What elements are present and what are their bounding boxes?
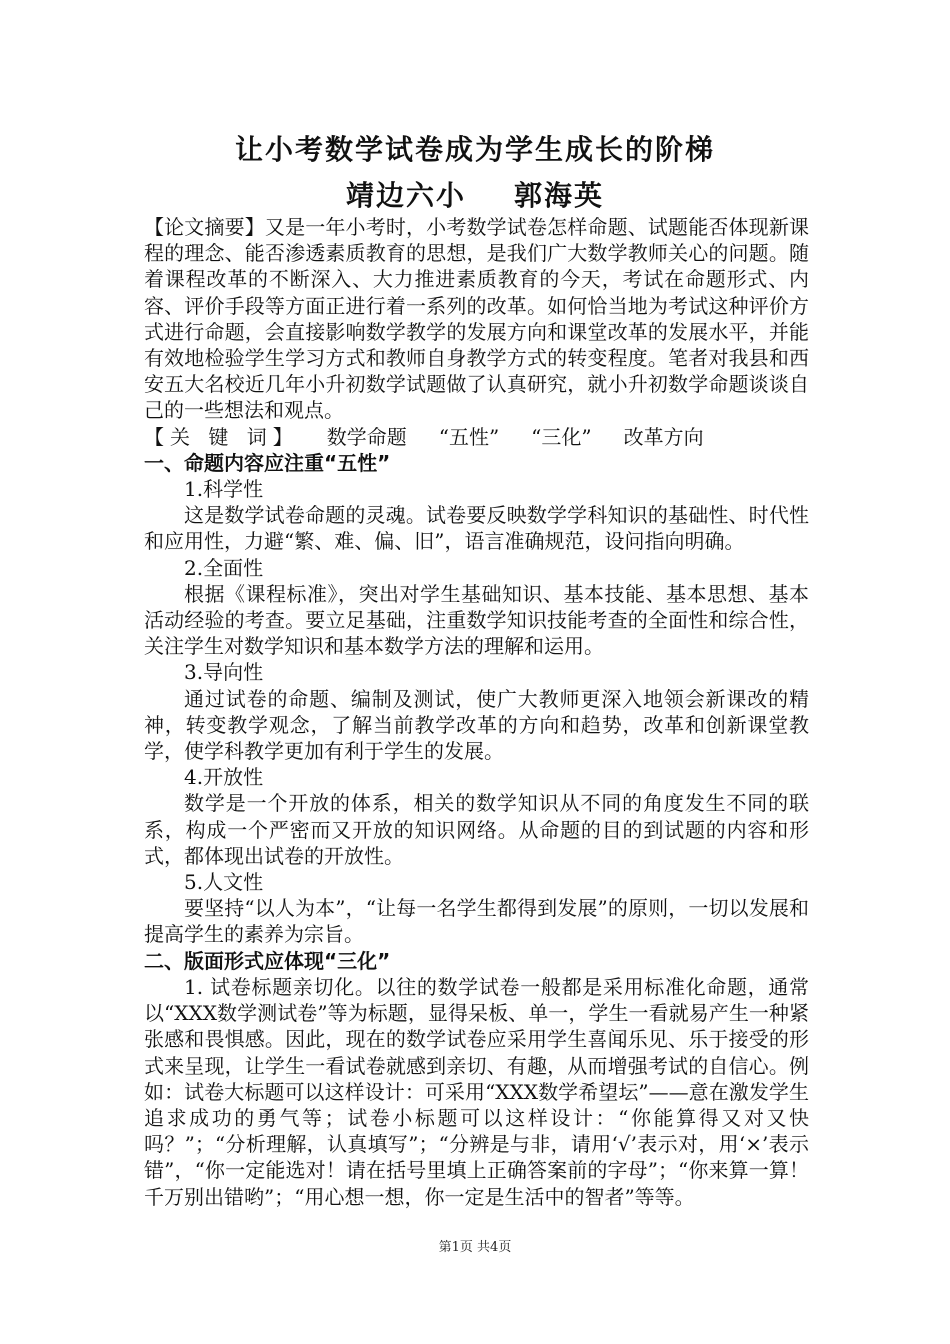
item-label: 5.人文性 <box>184 870 264 895</box>
section2-paragraph: 1. 试卷标题亲切化。以往的数学试卷一般都是采用标准化命题，通常以“XXX数学测试卷”等为标题，显得呆板、单一，学生一看就易产生一种紧张感和畏惧感。因此，现在的数学试卷应采用学生喜闻乐见、乐于接受的形式来呈现，让学生一看试卷就感到亲切、有趣，从而增强考试的自信心。例如：试卷大标题可以这样设计：可采用“XXX数学希望坛”——意在激发学生追求成功的勇气等；试卷小标题可以这样设计：“你能算得又对又快吗？”；“分析理解，认真填写”；“分辨是与非，请用‘√’表示对，用‘×’表示错”，“你一定能选对！请在括号里填上正确答案前的字母”；“你来算一算！千万别出错哟”；“用心想一想，你一定是生活中的智者”等等。 <box>144 974 809 1209</box>
section-heading-2: 二、版面形式应体现“三化” <box>144 948 391 973</box>
item-text: 根据《课程标准》，突出对学生基础知识、基本技能、基本思想、基本活动经验的考查。要立足基础，注重数学知识技能考查的全面性和综合性，关注学生对数学知识和基本数学方法的理解和运用。 <box>144 581 809 659</box>
page-footer: 第1页 共4页 <box>438 1240 512 1255</box>
item-text: 数学是一个开放的体系，相关的数学知识从不同的角度发生不同的联系，构成一个严密而又开放的知识网络。从命题的目的到试题的内容和形式，都体现出试卷的开放性。 <box>144 791 809 868</box>
document-body <box>144 214 809 1210</box>
item-label: 4.开放性 <box>184 765 264 790</box>
abstract-paragraph: 【论文摘要】又是一年小考时，小考数学试卷怎样命题、试题能否体现新课程的理念、能否渗透素质教育的思想，是我们广大数学教师关心的问题。随着课程改革的不断深入、大力推进素质教育的今天，考试在命题形式、内容、评价手段等方面正进行着一系列的改革。如何恰当地为考试这种评价方式进行命题，会直接影响数学教学的发展方向和课堂改革的发展水平，并能有效地检验学生学习方式和教师自身教学方式的转变程度。笔者对我县和西安五大名校近几年小升初数学试题做了认真研究，就小升初数学命题谈谈自己的一些想法和观点。 <box>144 215 809 423</box>
item-text: 这是数学试卷命题的灵魂。试卷要反映数学学科知识的基础性、时代性和应用性，力避“繁、难、偏、旧”，语言准确规范，设问指向明确。 <box>144 503 809 554</box>
keyword: 改革方向 <box>623 424 704 449</box>
document-title: 让小考数学试卷成为学生成长的阶梯 <box>234 133 715 166</box>
item-text: 通过试卷的命题、编制及测试，使广大教师更深入地领会新课改的精神，转变教学观念，了解当前教学改革的方向和趋势，改革和创新课堂教学，使学科教学更加有利于学生的发展。 <box>144 686 809 764</box>
section-heading-1: 一、命题内容应注重“五性” <box>144 450 391 475</box>
author-line <box>0 174 950 214</box>
item-label: 1.科学性 <box>184 477 264 502</box>
keyword: “三化” <box>531 424 592 449</box>
school-name: 靖边六小 <box>345 179 466 212</box>
author-name: 郭海英 <box>514 179 605 212</box>
item-text: 要坚持“以人为本”，“让每一名学生都得到发展”的原则，一切以发展和提高学生的素养为宗旨。 <box>144 896 809 947</box>
item-label: 3.导向性 <box>184 660 264 685</box>
keyword: 数学命题 <box>326 424 407 449</box>
keywords-line <box>144 424 809 450</box>
keywords-label: 【关 键 词】 <box>144 424 299 449</box>
keyword: “五性” <box>438 424 500 449</box>
item-label: 2.全面性 <box>184 555 264 580</box>
